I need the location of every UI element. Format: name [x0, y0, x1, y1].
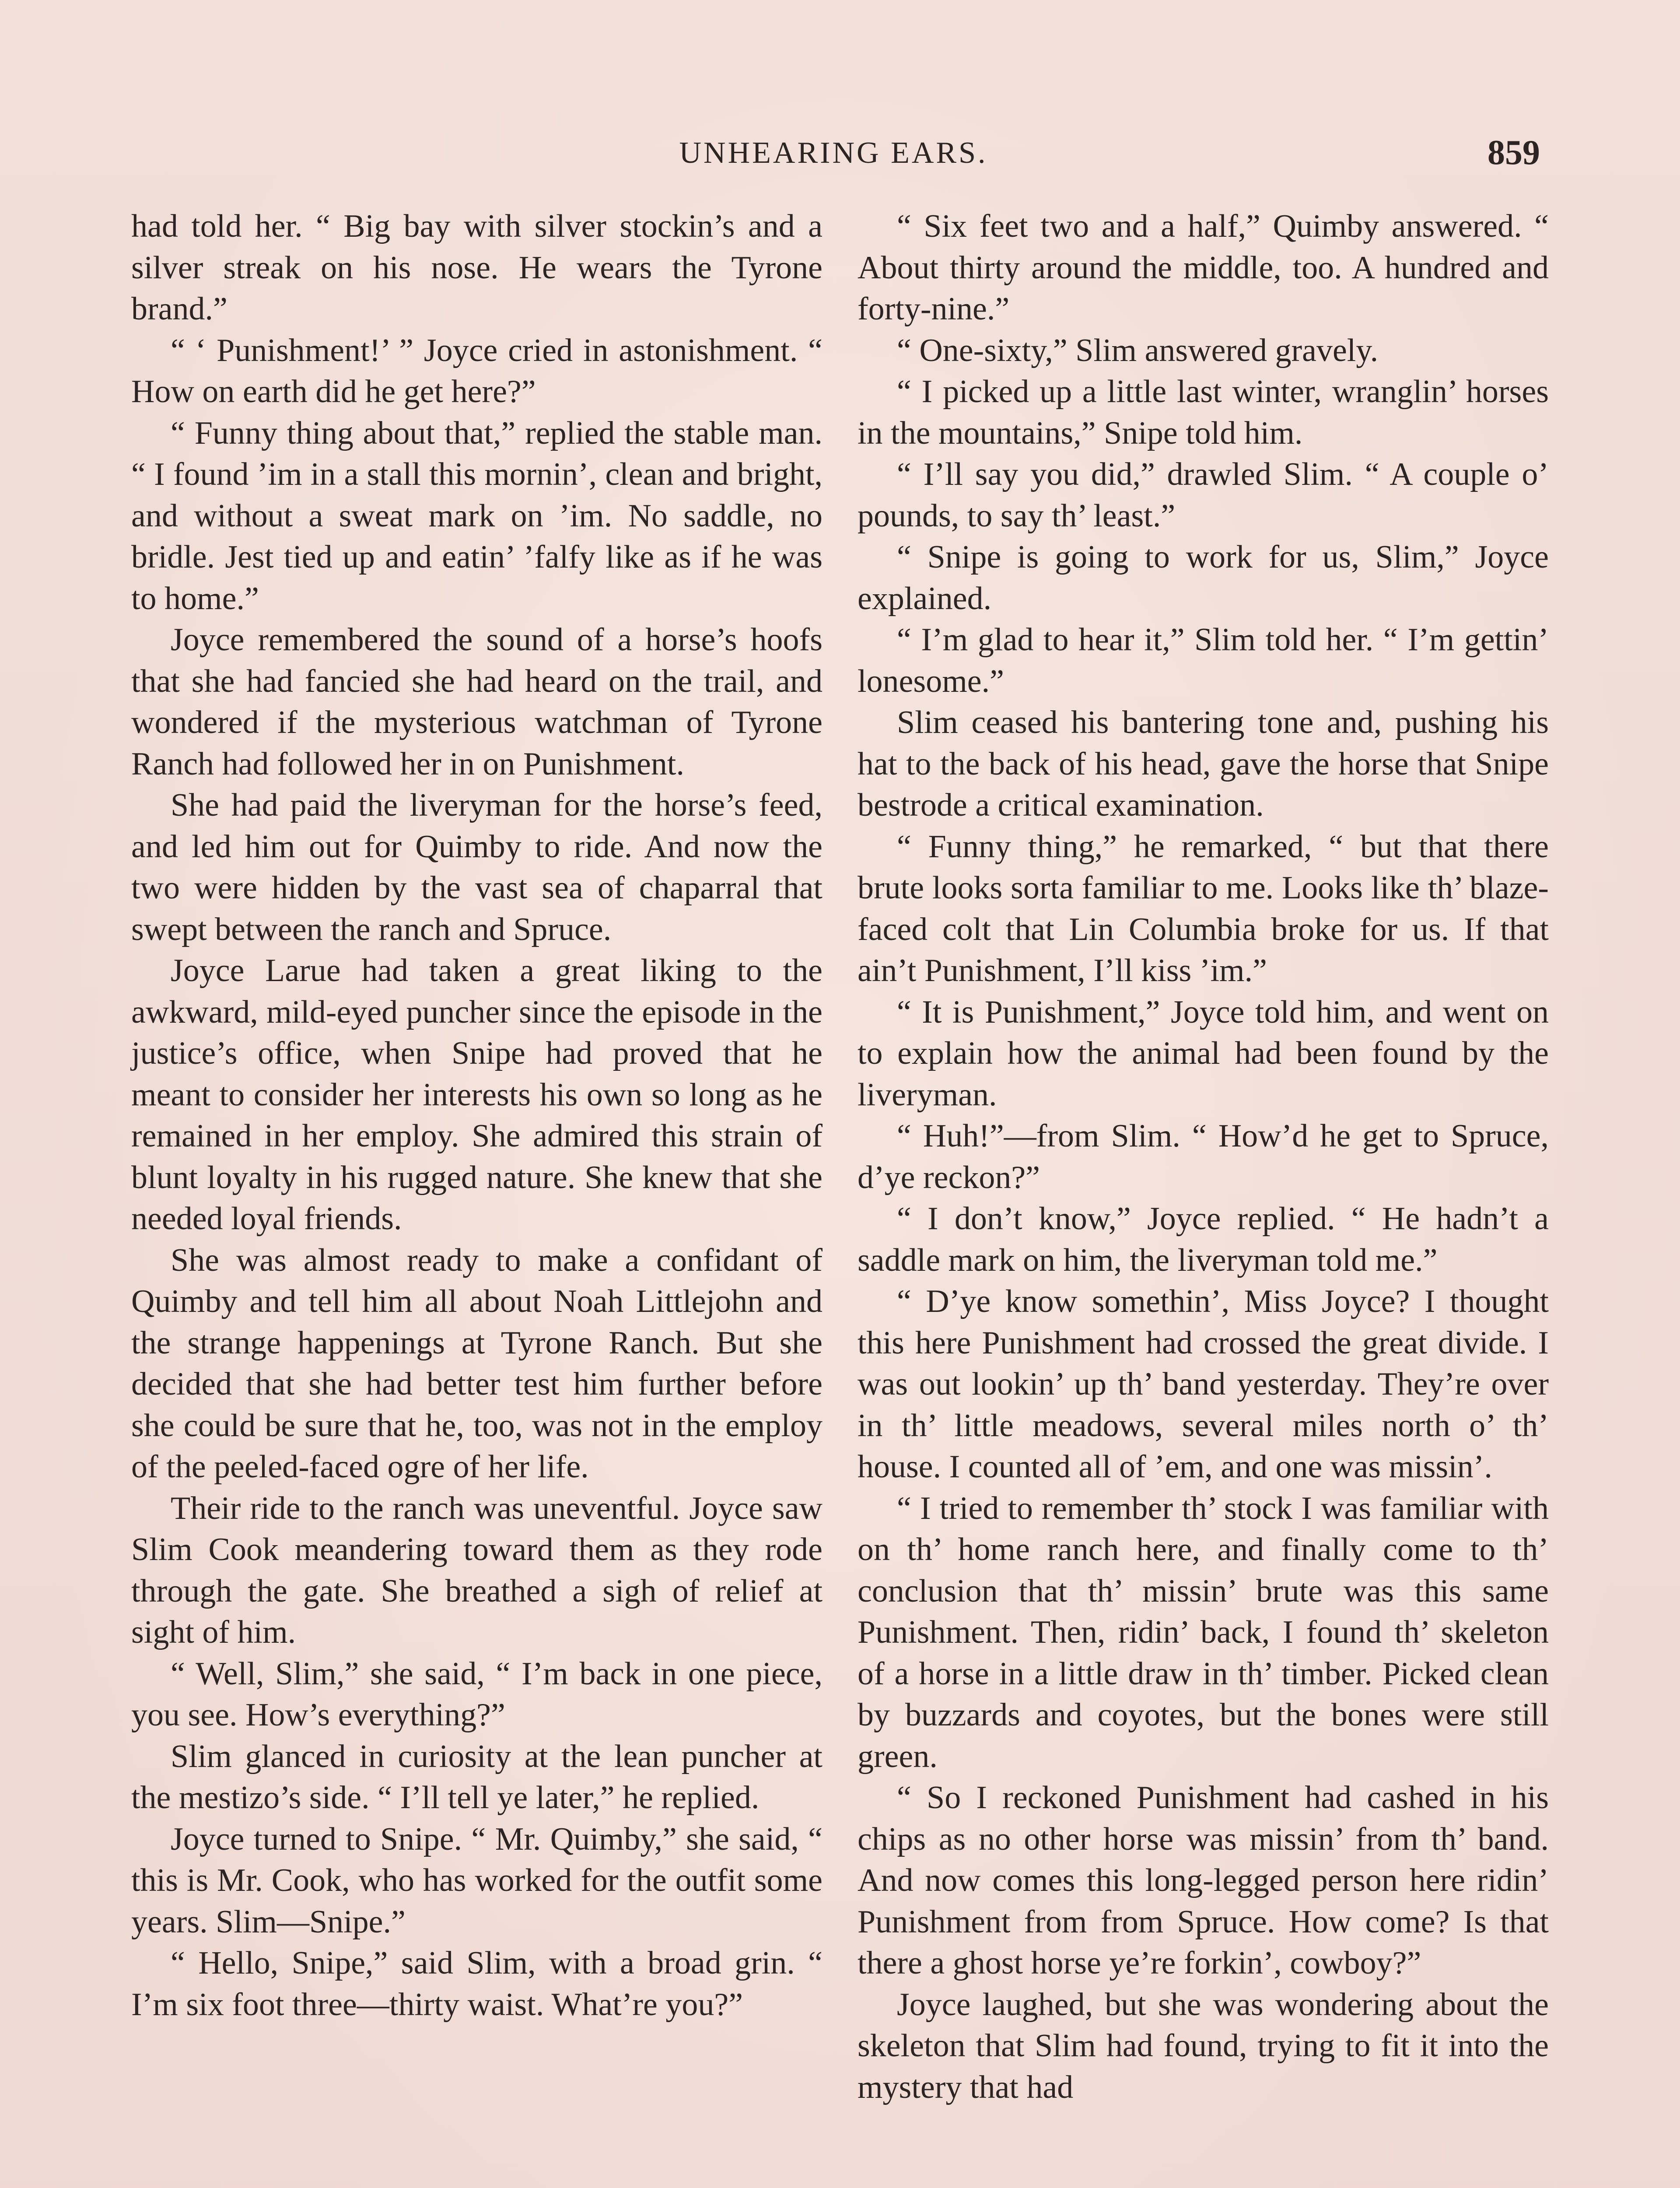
- paragraph: “ ‘ Punishment!’ ” Joyce cried in astonishment. “ How on earth did he get here?”: [131, 332, 822, 410]
- left-column: [131, 206, 822, 2025]
- paragraph: “ One-sixty,” Slim answered gravely.: [897, 332, 1379, 368]
- page-number: 859: [1488, 133, 1540, 172]
- paragraph: “ I picked up a little last winter, wranglin’ horses in the mountains,” Snipe told him.: [858, 374, 1549, 451]
- paragraph: She was almost ready to make a confidant of Quimby and tell him all about Noah Littlejohn and the strange happenings at Tyrone Ranch. But she decided that she had better test him further before she could be sure that he, too, was not in the employ of the peeled-faced ogre of her life.: [131, 1242, 822, 1485]
- paragraph: “ Funny thing about that,” replied the stable man. “ I found ’im in a stall this mornin’, clean and bright, and without a sweat mark on ’im. No saddle, no bridle. Jest tied up and eatin’ ’falfy like as if he was to home.”: [131, 415, 822, 617]
- paragraph: Joyce laughed, but she was wondering about the skeleton that Slim had found, trying to fit it into the mystery that had: [858, 1986, 1549, 2105]
- paragraph: “ Hello, Snipe,” said Slim, with a broad grin. “ I’m six foot three—thirty waist. What’re you?”: [131, 1945, 822, 2023]
- paragraph: “ I’m glad to hear it,” Slim told her. “ I’m gettin’ lonesome.”: [858, 622, 1549, 699]
- paragraph: Joyce turned to Snipe. “ Mr. Quimby,” she said, “ this is Mr. Cook, who has worked for the outfit some years. Slim—Snipe.”: [131, 1821, 822, 1940]
- paragraph: “ I don’t know,” Joyce replied. “ He hadn’t a saddle mark on him, the liveryman told me.”: [858, 1201, 1549, 1278]
- paragraph: Slim glanced in curiosity at the lean puncher at the mestizo’s side. “ I’ll tell ye later,” he replied.: [131, 1738, 822, 1816]
- right-column: [858, 206, 1549, 2108]
- paragraph: “ So I reckoned Punishment had cashed in his chips as no other horse was missin’ from th’ band. And now comes this long-legged person here ridin’ Punishment from from Spruce. How come? Is that there a ghost horse ye’re forkin’, cowboy?”: [858, 1780, 1549, 1981]
- paragraph: “ Well, Slim,” she said, “ I’m back in one piece, you see. How’s everything?”: [131, 1655, 822, 1733]
- paragraph: “ D’ye know somethin’, Miss Joyce? I thought this here Punishment had crossed the great divide. I was out lookin’ up th’ band yesterday. They’re over in th’ little meadows, several miles north o’ th’ house. I counted all of ’em, and one was missin’.: [858, 1283, 1549, 1485]
- paragraph: “ Six feet two and a half,” Quimby answered. “ About thirty around the middle, too. A hundred and forty-nine.”: [858, 208, 1549, 327]
- paragraph: had told her. “ Big bay with silver stockin’s and a silver streak on his nose. He wears the Tyrone brand.”: [131, 208, 822, 327]
- paragraph: “ Snipe is going to work for us, Slim,” Joyce explained.: [858, 539, 1549, 617]
- paragraph: Slim ceased his bantering tone and, pushing his hat to the back of his head, gave the horse that Snipe bestrode a critical examination.: [858, 705, 1549, 823]
- page-header: [127, 127, 1540, 175]
- paragraph: “ I tried to remember th’ stock I was familiar with on th’ home ranch here, and finally come to th’ conclusion that th’ missin’ brute was this same Punishment. Then, ridin’ back, I found th’ skeleton of a horse in a little draw in th’ timber. Picked clean by buzzards and coyotes, but the bones were still green.: [858, 1490, 1549, 1774]
- paragraph: Joyce remembered the sound of a horse’s hoofs that she had fancied she had heard on the trail, and wondered if the mysterious watchman of Tyrone Ranch had followed her in on Punishment.: [131, 622, 822, 782]
- paragraph: “ I’ll say you did,” drawled Slim. “ A couple o’ pounds, to say th’ least.”: [858, 456, 1549, 534]
- paragraph: She had paid the liveryman for the horse’s feed, and led him out for Quimby to ride. And now the two were hidden by the vast sea of chaparral that swept between the ranch and Spruce.: [131, 787, 822, 947]
- paragraph: Joyce Larue had taken a great liking to the awkward, mild-eyed puncher since the episode in the justice’s office, when Snipe had proved that he meant to consider her interests his own so long as he remained in her employ. She admired this strain of blunt loyalty in his rugged nature. She knew that she needed loyal friends.: [131, 953, 822, 1237]
- paragraph: “ Huh!”—from Slim. “ How’d he get to Spruce, d’ye reckon?”: [858, 1118, 1549, 1196]
- paragraph: “ It is Punishment,” Joyce told him, and went on to explain how the animal had been found by the liveryman.: [858, 994, 1549, 1113]
- paragraph: Their ride to the ranch was uneventful. Joyce saw Slim Cook meandering toward them as they rode through the gate. She breathed a sigh of relief at sight of him.: [131, 1490, 822, 1650]
- running-head: UNHEARING EARS.: [679, 136, 988, 170]
- paragraph: “ Funny thing,” he remarked, “ but that there brute looks sorta familiar to me. Looks like th’ blaze-faced colt that Lin Columbia broke for us. If that ain’t Punishment, I’ll kiss ’im.”: [858, 828, 1549, 989]
